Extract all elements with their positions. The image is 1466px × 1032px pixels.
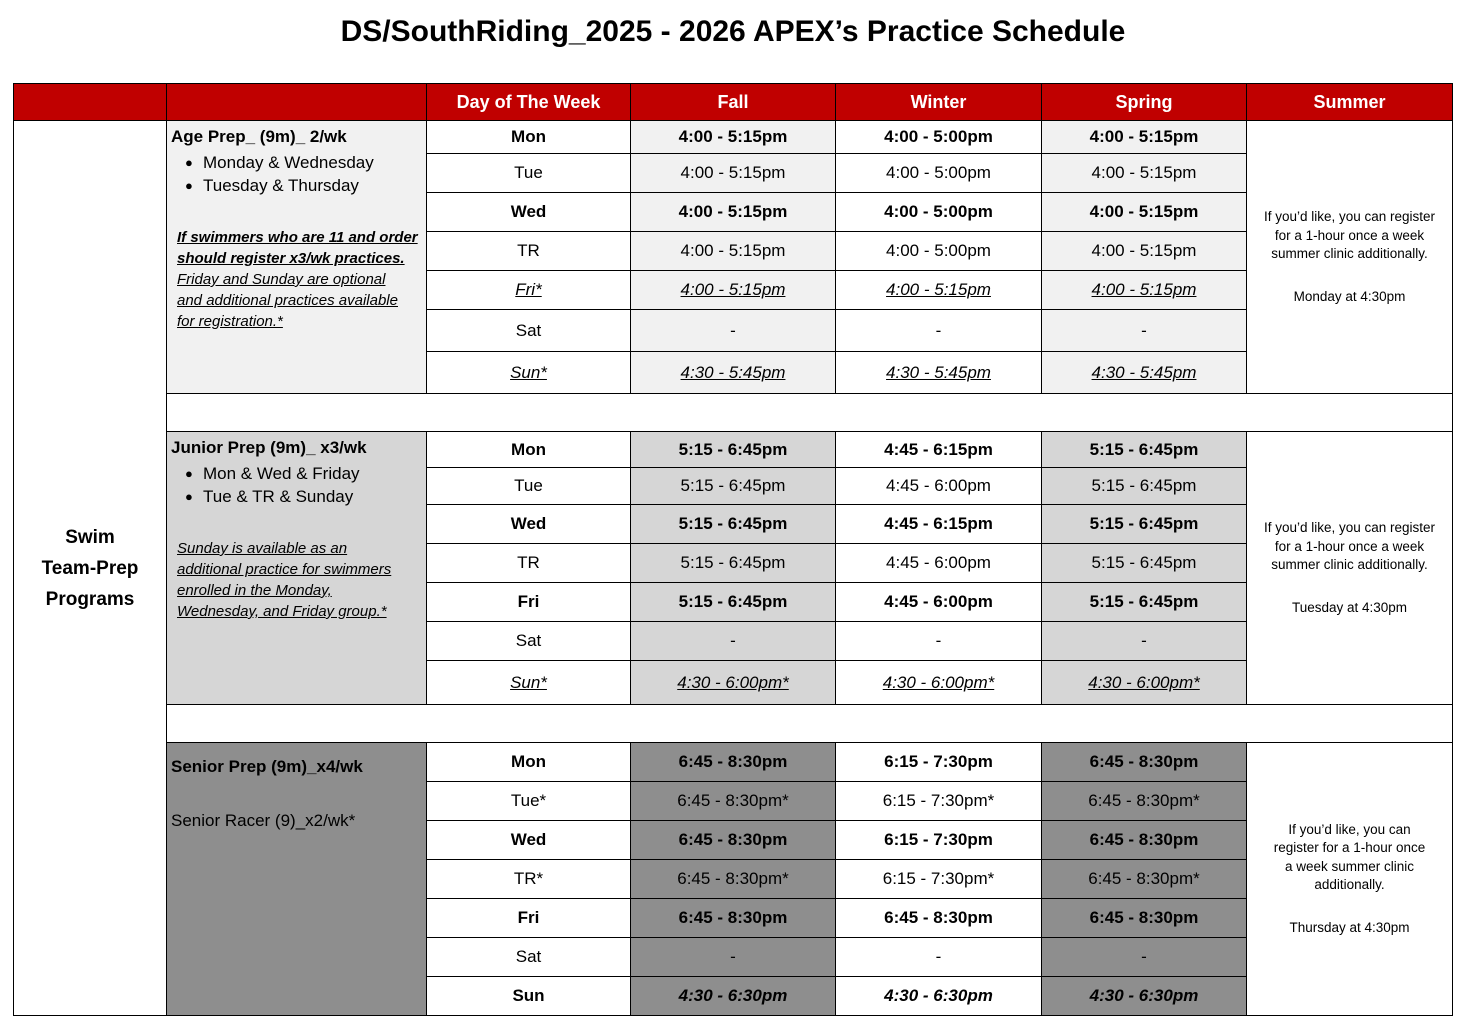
group-description [167, 121, 427, 394]
spacer-row [14, 394, 1453, 432]
fall-time-cell: 6:45 - 8:30pm* [631, 860, 836, 899]
day-cell: Fri [427, 899, 631, 938]
day-cell: Tue* [427, 782, 631, 821]
spacer-cell [167, 394, 1453, 432]
group-subtitle: Senior Racer (9)_x2/wk* [171, 811, 356, 830]
program-label [14, 121, 167, 1016]
summer-cell [1247, 121, 1453, 394]
winter-time-cell: 4:00 - 5:00pm [836, 193, 1042, 232]
winter-time-cell: - [836, 622, 1042, 661]
day-cell: Wed [427, 193, 631, 232]
group-note-line: Wednesday, and Friday group.* [177, 603, 387, 620]
bullet-icon: ● [185, 466, 193, 481]
program-label-line: Swim [65, 526, 115, 548]
day-cell: Mon [427, 432, 631, 468]
summer-day: Thursday at 4:30pm [1289, 919, 1410, 935]
bullet-icon: ● [185, 155, 193, 170]
group-bullets [171, 151, 422, 197]
fall-time-cell: 4:30 - 6:00pm* [631, 661, 836, 705]
day-cell: Wed [427, 505, 631, 544]
spring-time-cell: 5:15 - 6:45pm [1042, 432, 1247, 468]
winter-time-cell: 4:45 - 6:00pm [836, 583, 1042, 622]
day-cell: Sat [427, 622, 631, 661]
day-cell: TR [427, 232, 631, 271]
schedule-row [14, 121, 1453, 154]
spacer-cell [167, 705, 1453, 743]
spring-time-cell: 4:30 - 6:00pm* [1042, 661, 1247, 705]
summer-text: If you’d like, you can register for a 1-hour once a week summer clinic additionally. [1263, 520, 1436, 572]
winter-time-cell: 4:00 - 5:00pm [836, 154, 1042, 193]
winter-time-cell: 4:30 - 6:00pm* [836, 661, 1042, 705]
winter-time-cell: 4:45 - 6:15pm [836, 432, 1042, 468]
summer-day: Monday at 4:30pm [1293, 288, 1406, 304]
summer-cell [1247, 432, 1453, 705]
group-note-line: for registration.* [177, 313, 283, 330]
winter-time-cell: 4:00 - 5:00pm [836, 121, 1042, 154]
group-note-line: Friday and Sunday are optional [177, 271, 386, 288]
spring-time-cell: 6:45 - 8:30pm [1042, 899, 1247, 938]
group-bullet [185, 151, 422, 174]
day-cell: Fri* [427, 271, 631, 310]
spring-time-cell: 4:00 - 5:15pm [1042, 121, 1247, 154]
day-cell: Sun* [427, 352, 631, 394]
day-cell: Fri [427, 583, 631, 622]
spring-time-cell: 4:00 - 5:15pm [1042, 154, 1247, 193]
header-day: Day of The Week [427, 84, 631, 121]
fall-time-cell: 4:00 - 5:15pm [631, 121, 836, 154]
day-cell: TR* [427, 860, 631, 899]
group-bullet [185, 462, 422, 485]
group-description [167, 432, 427, 705]
fall-time-cell: 5:15 - 6:45pm [631, 583, 836, 622]
schedule-row [14, 743, 1453, 782]
spring-time-cell: 5:15 - 6:45pm [1042, 468, 1247, 505]
spring-time-cell: 6:45 - 8:30pm [1042, 743, 1247, 782]
day-cell: Wed [427, 821, 631, 860]
group-note-line: additional practice for swimmers [177, 561, 392, 578]
group-note [171, 227, 422, 332]
fall-time-cell: - [631, 622, 836, 661]
summer-day: Tuesday at 4:30pm [1291, 599, 1408, 615]
spring-time-cell: 4:30 - 5:45pm [1042, 352, 1247, 394]
spring-time-cell: 6:45 - 8:30pm [1042, 821, 1247, 860]
day-cell: Mon [427, 743, 631, 782]
winter-time-cell: - [836, 310, 1042, 352]
group-bullets [171, 462, 422, 508]
summer-text: If you’d like, you can register for a 1-hour once a week summer clinic additionally. [1273, 821, 1426, 893]
header-spring: Spring [1042, 84, 1247, 121]
bullet-icon: ● [185, 178, 193, 193]
spring-time-cell: 5:15 - 6:45pm [1042, 583, 1247, 622]
group-title: Senior Prep (9m)_x4/wk [171, 757, 363, 776]
fall-time-cell: 6:45 - 8:30pm [631, 743, 836, 782]
group-bullet [185, 174, 422, 197]
spring-time-cell: 4:00 - 5:15pm [1042, 193, 1247, 232]
schedule-table [13, 83, 1453, 1016]
group-title: Age Prep_ (9m)_ 2/wk [171, 127, 347, 146]
group-note-line: should register x3/wk practices. [177, 250, 405, 267]
header-blank-1 [14, 84, 167, 121]
fall-time-cell: 6:45 - 8:30pm* [631, 782, 836, 821]
group-note-line: enrolled in the Monday, [177, 582, 332, 599]
spring-time-cell: 5:15 - 6:45pm [1042, 544, 1247, 583]
spring-time-cell: 4:00 - 5:15pm [1042, 271, 1247, 310]
spring-time-cell: 6:45 - 8:30pm* [1042, 782, 1247, 821]
fall-time-cell: 5:15 - 6:45pm [631, 432, 836, 468]
day-cell: Tue [427, 154, 631, 193]
group-description [167, 743, 427, 1016]
fall-time-cell: 5:15 - 6:45pm [631, 505, 836, 544]
header-blank-2 [167, 84, 427, 121]
header-row [14, 84, 1453, 121]
program-label-line: Programs [45, 588, 135, 610]
group-note-line: If swimmers who are 11 and order [177, 229, 418, 246]
spring-time-cell: 4:00 - 5:15pm [1042, 232, 1247, 271]
fall-time-cell: 4:00 - 5:15pm [631, 271, 836, 310]
winter-time-cell: 4:45 - 6:15pm [836, 505, 1042, 544]
day-cell: Tue [427, 468, 631, 505]
fall-time-cell: 4:30 - 6:30pm [631, 977, 836, 1016]
fall-time-cell: - [631, 938, 836, 977]
group-bullet-text: Tue & TR & Sunday [203, 487, 354, 506]
day-cell: Mon [427, 121, 631, 154]
header-winter: Winter [836, 84, 1042, 121]
header-summer: Summer [1247, 84, 1453, 121]
day-cell: TR [427, 544, 631, 583]
winter-time-cell: - [836, 938, 1042, 977]
summer-cell [1247, 743, 1453, 1016]
header-fall: Fall [631, 84, 836, 121]
group-note [171, 538, 422, 622]
spring-time-cell: 4:30 - 6:30pm [1042, 977, 1247, 1016]
fall-time-cell: 6:45 - 8:30pm [631, 899, 836, 938]
spacer-row [14, 705, 1453, 743]
winter-time-cell: 6:15 - 7:30pm [836, 743, 1042, 782]
winter-time-cell: 6:45 - 8:30pm [836, 899, 1042, 938]
spring-time-cell: - [1042, 310, 1247, 352]
day-cell: Sat [427, 310, 631, 352]
fall-time-cell: 4:30 - 5:45pm [631, 352, 836, 394]
spring-time-cell: 6:45 - 8:30pm* [1042, 860, 1247, 899]
fall-time-cell: 5:15 - 6:45pm [631, 468, 836, 505]
day-cell: Sat [427, 938, 631, 977]
winter-time-cell: 4:45 - 6:00pm [836, 544, 1042, 583]
fall-time-cell: 4:00 - 5:15pm [631, 193, 836, 232]
winter-time-cell: 6:15 - 7:30pm [836, 821, 1042, 860]
fall-time-cell: 4:00 - 5:15pm [631, 154, 836, 193]
program-label-line: Team-Prep [41, 557, 139, 579]
group-bullet [185, 485, 422, 508]
summer-text: If you’d like, you can register for a 1-hour once a week summer clinic additionally. [1263, 209, 1436, 261]
day-cell: Sun [427, 977, 631, 1016]
schedule-row [14, 432, 1453, 468]
winter-time-cell: 6:15 - 7:30pm* [836, 782, 1042, 821]
page-title: DS/SouthRiding_2025 - 2026 APEX’s Practice Schedule [340, 15, 1126, 48]
spring-time-cell: 5:15 - 6:45pm [1042, 505, 1247, 544]
spring-time-cell: - [1042, 622, 1247, 661]
winter-time-cell: 4:00 - 5:15pm [836, 271, 1042, 310]
group-bullet-text: Tuesday & Thursday [203, 176, 359, 195]
winter-time-cell: 6:15 - 7:30pm* [836, 860, 1042, 899]
winter-time-cell: 4:30 - 6:30pm [836, 977, 1042, 1016]
group-note-line: Sunday is available as an [177, 540, 348, 557]
group-title: Junior Prep (9m)_ x3/wk [171, 438, 367, 457]
group-bullet-text: Mon & Wed & Friday [203, 464, 360, 483]
winter-time-cell: 4:30 - 5:45pm [836, 352, 1042, 394]
winter-time-cell: 4:45 - 6:00pm [836, 468, 1042, 505]
winter-time-cell: 4:00 - 5:00pm [836, 232, 1042, 271]
spring-time-cell: - [1042, 938, 1247, 977]
fall-time-cell: - [631, 310, 836, 352]
day-cell: Sun* [427, 661, 631, 705]
bullet-icon: ● [185, 489, 193, 504]
fall-time-cell: 6:45 - 8:30pm [631, 821, 836, 860]
group-note-line: and additional practices available [177, 292, 398, 309]
fall-time-cell: 5:15 - 6:45pm [631, 544, 836, 583]
fall-time-cell: 4:00 - 5:15pm [631, 232, 836, 271]
group-bullet-text: Monday & Wednesday [203, 153, 374, 172]
